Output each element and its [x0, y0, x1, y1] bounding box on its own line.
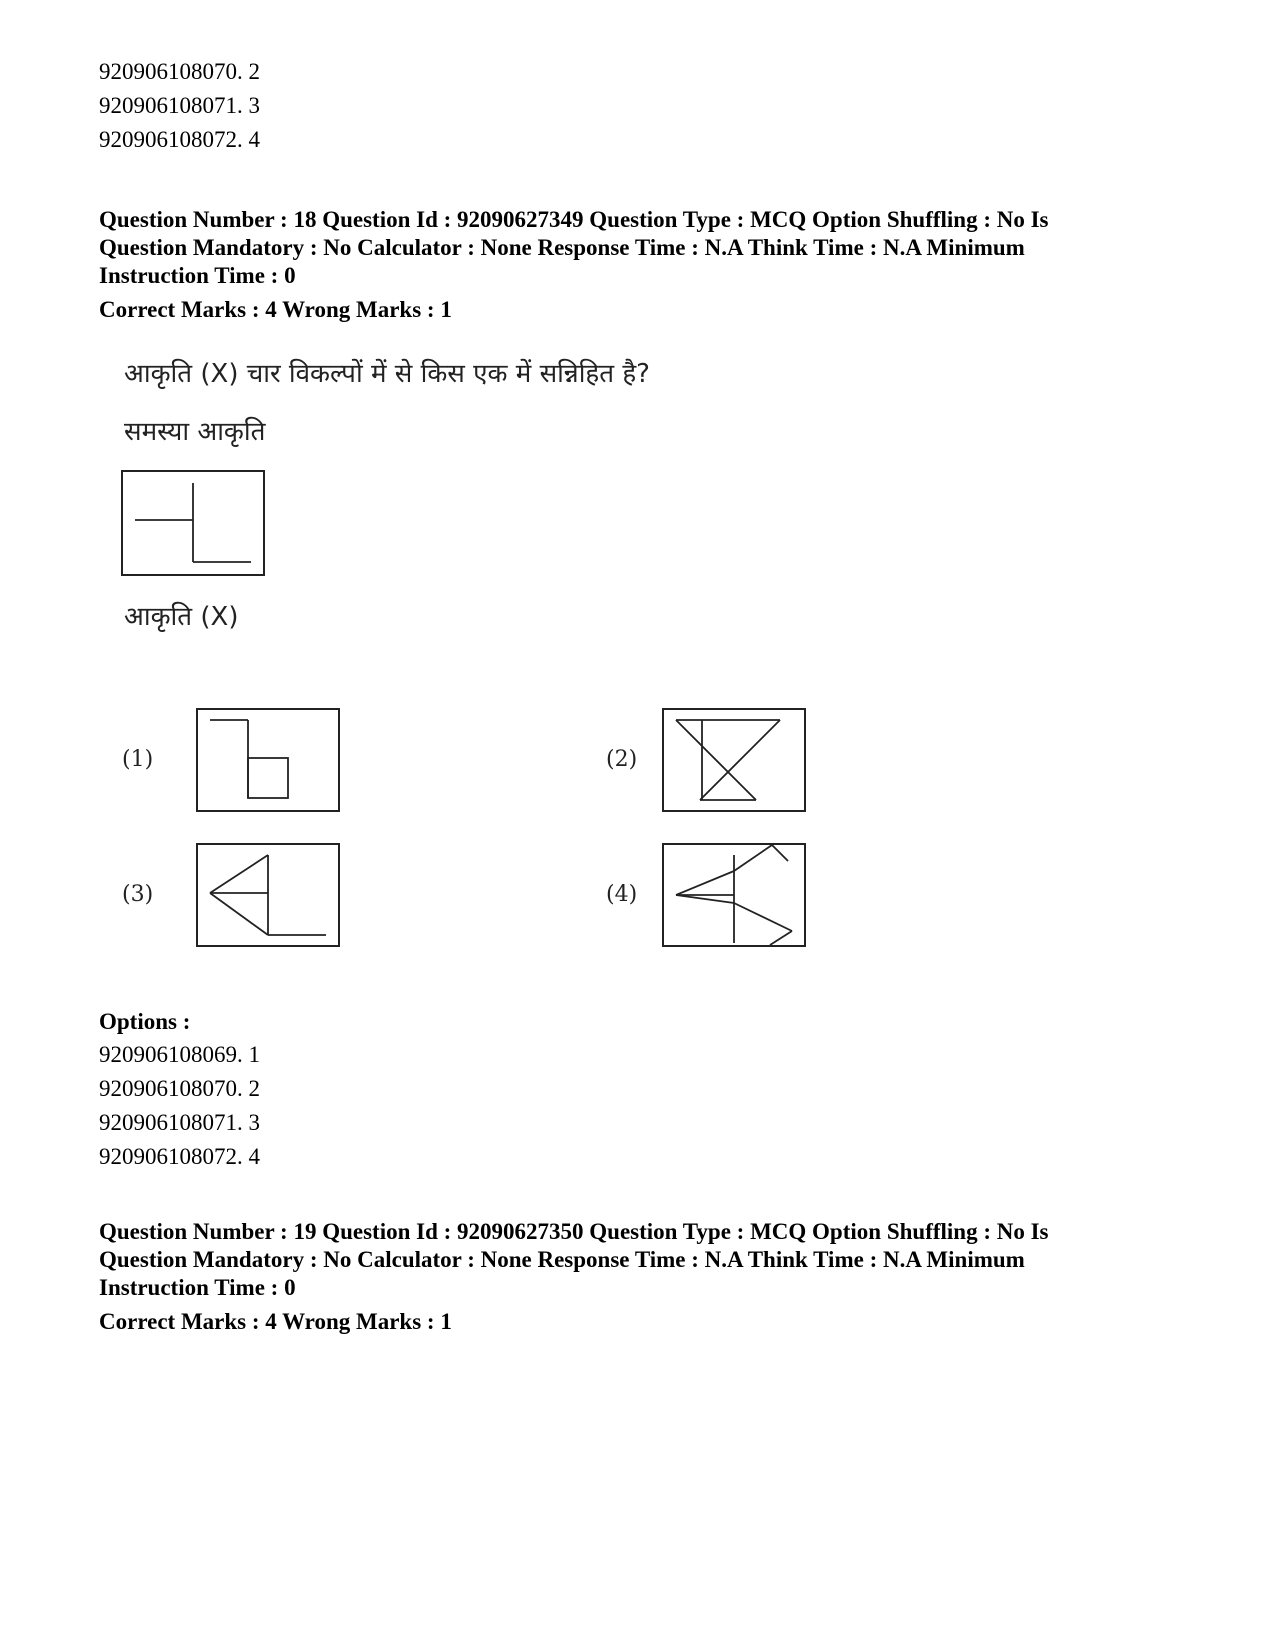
q18-header-line: Question Number : 18 Question Id : 92090627349 Question Type : MCQ Option Shuffling : No Is	[99, 207, 1049, 232]
q19-header-line: Question Number : 19 Question Id : 92090627350 Question Type : MCQ Option Shuffling : No Is	[99, 1219, 1049, 1244]
figure-option-label-3: (3)	[122, 882, 154, 907]
figure-option-label-2: (2)	[606, 747, 638, 772]
q18-question-text: आकृति (X) चार विकल्पों में से किस एक में सन्निहित है?	[124, 359, 650, 389]
q18-options-title: Options :	[99, 1009, 191, 1034]
q18-marks: Correct Marks : 4 Wrong Marks : 1	[99, 297, 452, 322]
figure-option-2	[662, 708, 806, 814]
q18-header	[99, 206, 1189, 290]
figure-option-3	[196, 843, 340, 949]
q19-header	[99, 1218, 1189, 1302]
q19-marks: Correct Marks : 4 Wrong Marks : 1	[99, 1309, 452, 1334]
q18-option-1: 920906108069. 1	[99, 1042, 260, 1067]
q18-problem-figure-label: समस्या आकृति	[124, 417, 266, 447]
problem-figure-x	[121, 470, 265, 578]
q19-header-line: Instruction Time : 0	[99, 1275, 296, 1300]
prev-option-4: 920906108072. 4	[99, 127, 260, 152]
q18-option-3: 920906108071. 3	[99, 1110, 260, 1135]
q18-header-line: Question Mandatory : No Calculator : None Response Time : N.A Think Time : N.A Minimum	[99, 235, 1025, 260]
figure-option-1	[196, 708, 340, 814]
figure-option-4	[662, 843, 806, 949]
q18-option-2: 920906108070. 2	[99, 1076, 260, 1101]
figure-option-label-4: (4)	[606, 882, 638, 907]
q18-option-4: 920906108072. 4	[99, 1144, 260, 1169]
prev-option-2: 920906108070. 2	[99, 59, 260, 84]
figure-option-label-1: (1)	[122, 747, 154, 772]
q18-header-line: Instruction Time : 0	[99, 263, 296, 288]
prev-option-3: 920906108071. 3	[99, 93, 260, 118]
q19-header-line: Question Mandatory : No Calculator : None Response Time : N.A Think Time : N.A Minimum	[99, 1247, 1025, 1272]
q18-figure-x-caption: आकृति (X)	[124, 602, 239, 632]
